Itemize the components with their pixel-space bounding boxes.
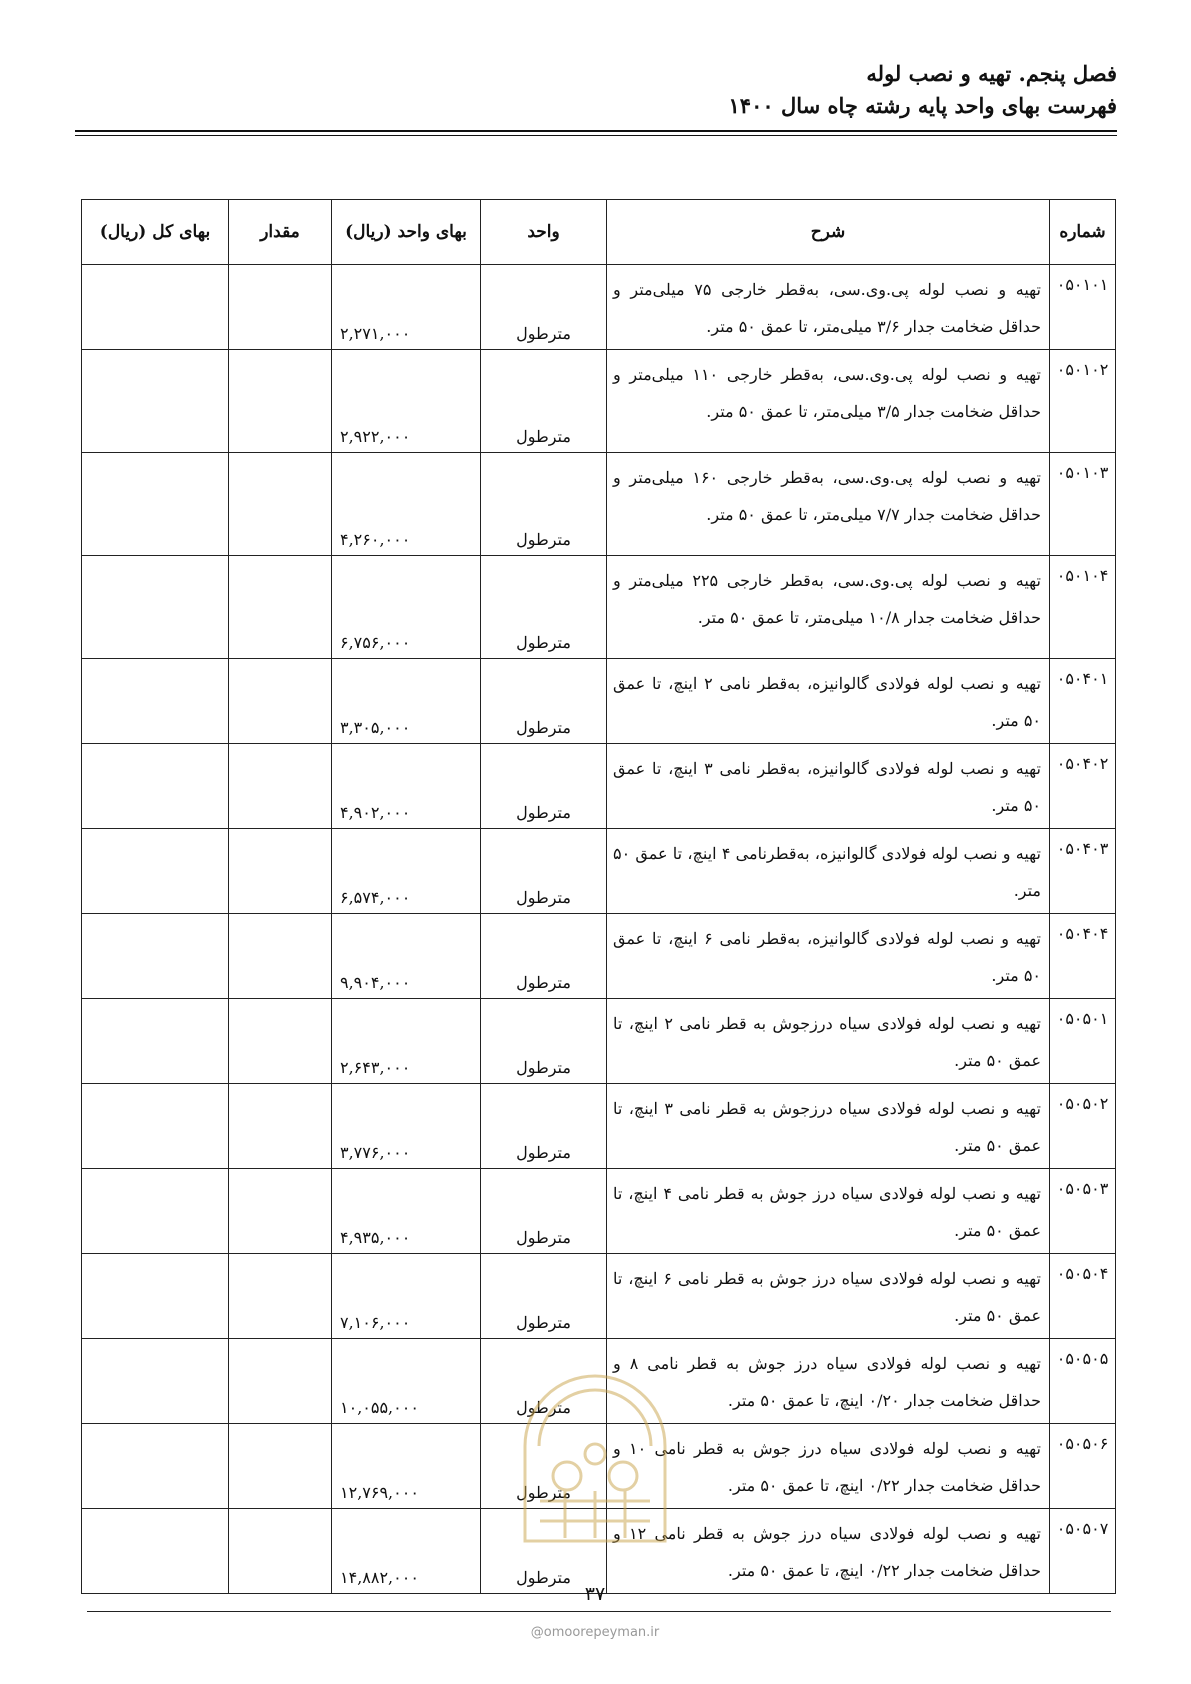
cell-unit: مترطول (481, 1254, 607, 1339)
cell-unit-price: ۲,۶۴۳,۰۰۰ (332, 999, 481, 1084)
table-row (82, 1339, 1116, 1424)
cell-description: تهیه و نصب لوله فولادی گالوانیزه، به‌قطر نامی ۳ اینچ، تا عمق ۵۰ متر. (607, 744, 1050, 829)
table-row (82, 659, 1116, 744)
cell-unit-price: ۲,۲۷۱,۰۰۰ (332, 265, 481, 350)
cell-quantity (229, 1169, 332, 1254)
cell-quantity (229, 1084, 332, 1169)
cell-unit: مترطول (481, 1169, 607, 1254)
cell-unit-price: ۱۲,۷۶۹,۰۰۰ (332, 1424, 481, 1509)
chapter-title: فصل پنجم. تهیه و نصب لوله (866, 61, 1117, 86)
cell-number: ۰۵۰۵۰۲ (1050, 1084, 1116, 1169)
column-header-quantity: مقدار (229, 200, 332, 265)
cell-number: ۰۵۰۵۰۴ (1050, 1254, 1116, 1339)
table-row (82, 829, 1116, 914)
cell-total-price (82, 556, 229, 659)
column-header-unit-price: بهای واحد (ریال) (332, 200, 481, 265)
table-row (82, 556, 1116, 659)
footer-rule (87, 1611, 1111, 1612)
cell-number: ۰۵۰۱۰۴ (1050, 556, 1116, 659)
table-row (82, 1509, 1116, 1594)
cell-unit: مترطول (481, 1084, 607, 1169)
cell-unit: مترطول (481, 999, 607, 1084)
table-row (82, 999, 1116, 1084)
header-rule-thin (75, 135, 1117, 136)
cell-unit-price: ۳,۷۷۶,۰۰۰ (332, 1084, 481, 1169)
cell-number: ۰۵۰۱۰۲ (1050, 350, 1116, 453)
cell-total-price (82, 1169, 229, 1254)
cell-total-price (82, 1424, 229, 1509)
cell-unit-price: ۲,۹۲۲,۰۰۰ (332, 350, 481, 453)
cell-number: ۰۵۰۱۰۳ (1050, 453, 1116, 556)
cell-quantity (229, 914, 332, 999)
cell-quantity (229, 453, 332, 556)
page-header (75, 58, 1117, 122)
list-title: فهرست بهای واحد پایه رشته چاه سال ۱۴۰۰ (728, 93, 1117, 118)
cell-total-price (82, 1339, 229, 1424)
cell-description: تهیه و نصب لوله پی.وی.سی، به‌قطر خارجی ۲۲۵ میلی‌متر و حداقل ضخامت جدار ۱۰/۸ میلی‌متر، تا عمق ۵۰ متر. (607, 556, 1050, 659)
table-row (82, 1084, 1116, 1169)
cell-quantity (229, 556, 332, 659)
cell-unit-price: ۱۰,۰۵۵,۰۰۰ (332, 1339, 481, 1424)
column-header-description: شرح (607, 200, 1050, 265)
cell-unit-price: ۷,۱۰۶,۰۰۰ (332, 1254, 481, 1339)
cell-description: تهیه و نصب لوله فولادی سیاه درزجوش به قطر نامی ۲ اینچ، تا عمق ۵۰ متر. (607, 999, 1050, 1084)
cell-total-price (82, 659, 229, 744)
cell-total-price (82, 744, 229, 829)
cell-unit-price: ۶,۷۵۶,۰۰۰ (332, 556, 481, 659)
cell-number: ۰۵۰۴۰۴ (1050, 914, 1116, 999)
cell-number: ۰۵۰۵۰۶ (1050, 1424, 1116, 1509)
cell-total-price (82, 1509, 229, 1594)
table-row (82, 1169, 1116, 1254)
page-number: ۳۷ (584, 1583, 606, 1605)
cell-unit: مترطول (481, 1509, 607, 1594)
table-body (82, 265, 1116, 1594)
cell-number: ۰۵۰۴۰۲ (1050, 744, 1116, 829)
table-row (82, 914, 1116, 999)
cell-total-price (82, 350, 229, 453)
cell-description: تهیه و نصب لوله پی.وی.سی، به‌قطر خارجی ۷۵ میلی‌متر و حداقل ضخامت جدار ۳/۶ میلی‌متر، تا عمق ۵۰ متر. (607, 265, 1050, 350)
cell-unit: مترطول (481, 1339, 607, 1424)
cell-description: تهیه و نصب لوله فولادی سیاه درز جوش به قطر نامی ۱۰ و حداقل ضخامت جدار ۰/۲۲ اینچ، تا عمق ۵۰ متر. (607, 1424, 1050, 1509)
cell-quantity (229, 350, 332, 453)
table-row (82, 350, 1116, 453)
table-header-row (82, 200, 1116, 265)
cell-description: تهیه و نصب لوله فولادی گالوانیزه، به‌قطر نامی ۲ اینچ، تا عمق ۵۰ متر. (607, 659, 1050, 744)
cell-description: تهیه و نصب لوله فولادی سیاه درز جوش به قطر نامی ۸ و حداقل ضخامت جدار ۰/۲۰ اینچ، تا عمق ۵۰ متر. (607, 1339, 1050, 1424)
cell-unit-price: ۱۴,۸۸۲,۰۰۰ (332, 1509, 481, 1594)
cell-unit: مترطول (481, 1424, 607, 1509)
cell-unit: مترطول (481, 744, 607, 829)
cell-total-price (82, 1254, 229, 1339)
cell-number: ۰۵۰۵۰۵ (1050, 1339, 1116, 1424)
cell-quantity (229, 1254, 332, 1339)
cell-unit-price: ۶,۵۷۴,۰۰۰ (332, 829, 481, 914)
watermark-text: @omoorepeyman.ir (530, 1625, 660, 1640)
column-header-total-price: بهای کل (ریال) (82, 200, 229, 265)
cell-number: ۰۵۰۵۰۷ (1050, 1509, 1116, 1594)
cell-quantity (229, 829, 332, 914)
column-header-number: شماره (1050, 200, 1116, 265)
table-row (82, 744, 1116, 829)
table-row (82, 453, 1116, 556)
cell-number: ۰۵۰۵۰۱ (1050, 999, 1116, 1084)
cell-quantity (229, 1509, 332, 1594)
cell-number: ۰۵۰۱۰۱ (1050, 265, 1116, 350)
cell-number: ۰۵۰۴۰۳ (1050, 829, 1116, 914)
cell-unit-price: ۴,۹۰۲,۰۰۰ (332, 744, 481, 829)
cell-quantity (229, 999, 332, 1084)
cell-total-price (82, 265, 229, 350)
table-row (82, 1424, 1116, 1509)
cell-description: تهیه و نصب لوله فولادی سیاه درز جوش به قطر نامی ۱۲ و حداقل ضخامت جدار ۰/۲۲ اینچ، تا عمق ۵۰ متر. (607, 1509, 1050, 1594)
cell-unit: مترطول (481, 265, 607, 350)
cell-unit: مترطول (481, 829, 607, 914)
cell-unit-price: ۹,۹۰۴,۰۰۰ (332, 914, 481, 999)
cell-unit: مترطول (481, 453, 607, 556)
cell-unit-price: ۳,۳۰۵,۰۰۰ (332, 659, 481, 744)
cell-unit-price: ۴,۲۶۰,۰۰۰ (332, 453, 481, 556)
header-rule-thick (75, 130, 1117, 132)
cell-total-price (82, 1084, 229, 1169)
cell-unit-price: ۴,۹۳۵,۰۰۰ (332, 1169, 481, 1254)
cell-total-price (82, 829, 229, 914)
cell-description: تهیه و نصب لوله فولادی سیاه درزجوش به قطر نامی ۳ اینچ، تا عمق ۵۰ متر. (607, 1084, 1050, 1169)
cell-description: تهیه و نصب لوله فولادی سیاه درز جوش به قطر نامی ۴ اینچ، تا عمق ۵۰ متر. (607, 1169, 1050, 1254)
cell-quantity (229, 744, 332, 829)
cell-total-price (82, 453, 229, 556)
table-row (82, 265, 1116, 350)
cell-description: تهیه و نصب لوله فولادی سیاه درز جوش به قطر نامی ۶ اینچ، تا عمق ۵۰ متر. (607, 1254, 1050, 1339)
table-row (82, 1254, 1116, 1339)
cell-quantity (229, 659, 332, 744)
cell-total-price (82, 999, 229, 1084)
column-header-unit: واحد (481, 200, 607, 265)
cell-description: تهیه و نصب لوله پی.وی.سی، به‌قطر خارجی ۱۶۰ میلی‌متر و حداقل ضخامت جدار ۷/۷ میلی‌متر، تا عمق ۵۰ متر. (607, 453, 1050, 556)
cell-number: ۰۵۰۵۰۳ (1050, 1169, 1116, 1254)
cell-quantity (229, 265, 332, 350)
cell-total-price (82, 914, 229, 999)
cell-quantity (229, 1424, 332, 1509)
cell-quantity (229, 1339, 332, 1424)
cell-description: تهیه و نصب لوله پی.وی.سی، به‌قطر خارجی ۱۱۰ میلی‌متر و حداقل ضخامت جدار ۳/۵ میلی‌متر، تا عمق ۵۰ متر. (607, 350, 1050, 453)
cell-description: تهیه و نصب لوله فولادی گالوانیزه، به‌قطر نامی ۶ اینچ، تا عمق ۵۰ متر. (607, 914, 1050, 999)
cell-unit: مترطول (481, 350, 607, 453)
cell-unit: مترطول (481, 556, 607, 659)
cell-unit: مترطول (481, 659, 607, 744)
price-table (81, 199, 1116, 1594)
cell-number: ۰۵۰۴۰۱ (1050, 659, 1116, 744)
cell-unit: مترطول (481, 914, 607, 999)
cell-description: تهیه و نصب لوله فولادی گالوانیزه، به‌قطرنامی ۴ اینچ، تا عمق ۵۰ متر. (607, 829, 1050, 914)
